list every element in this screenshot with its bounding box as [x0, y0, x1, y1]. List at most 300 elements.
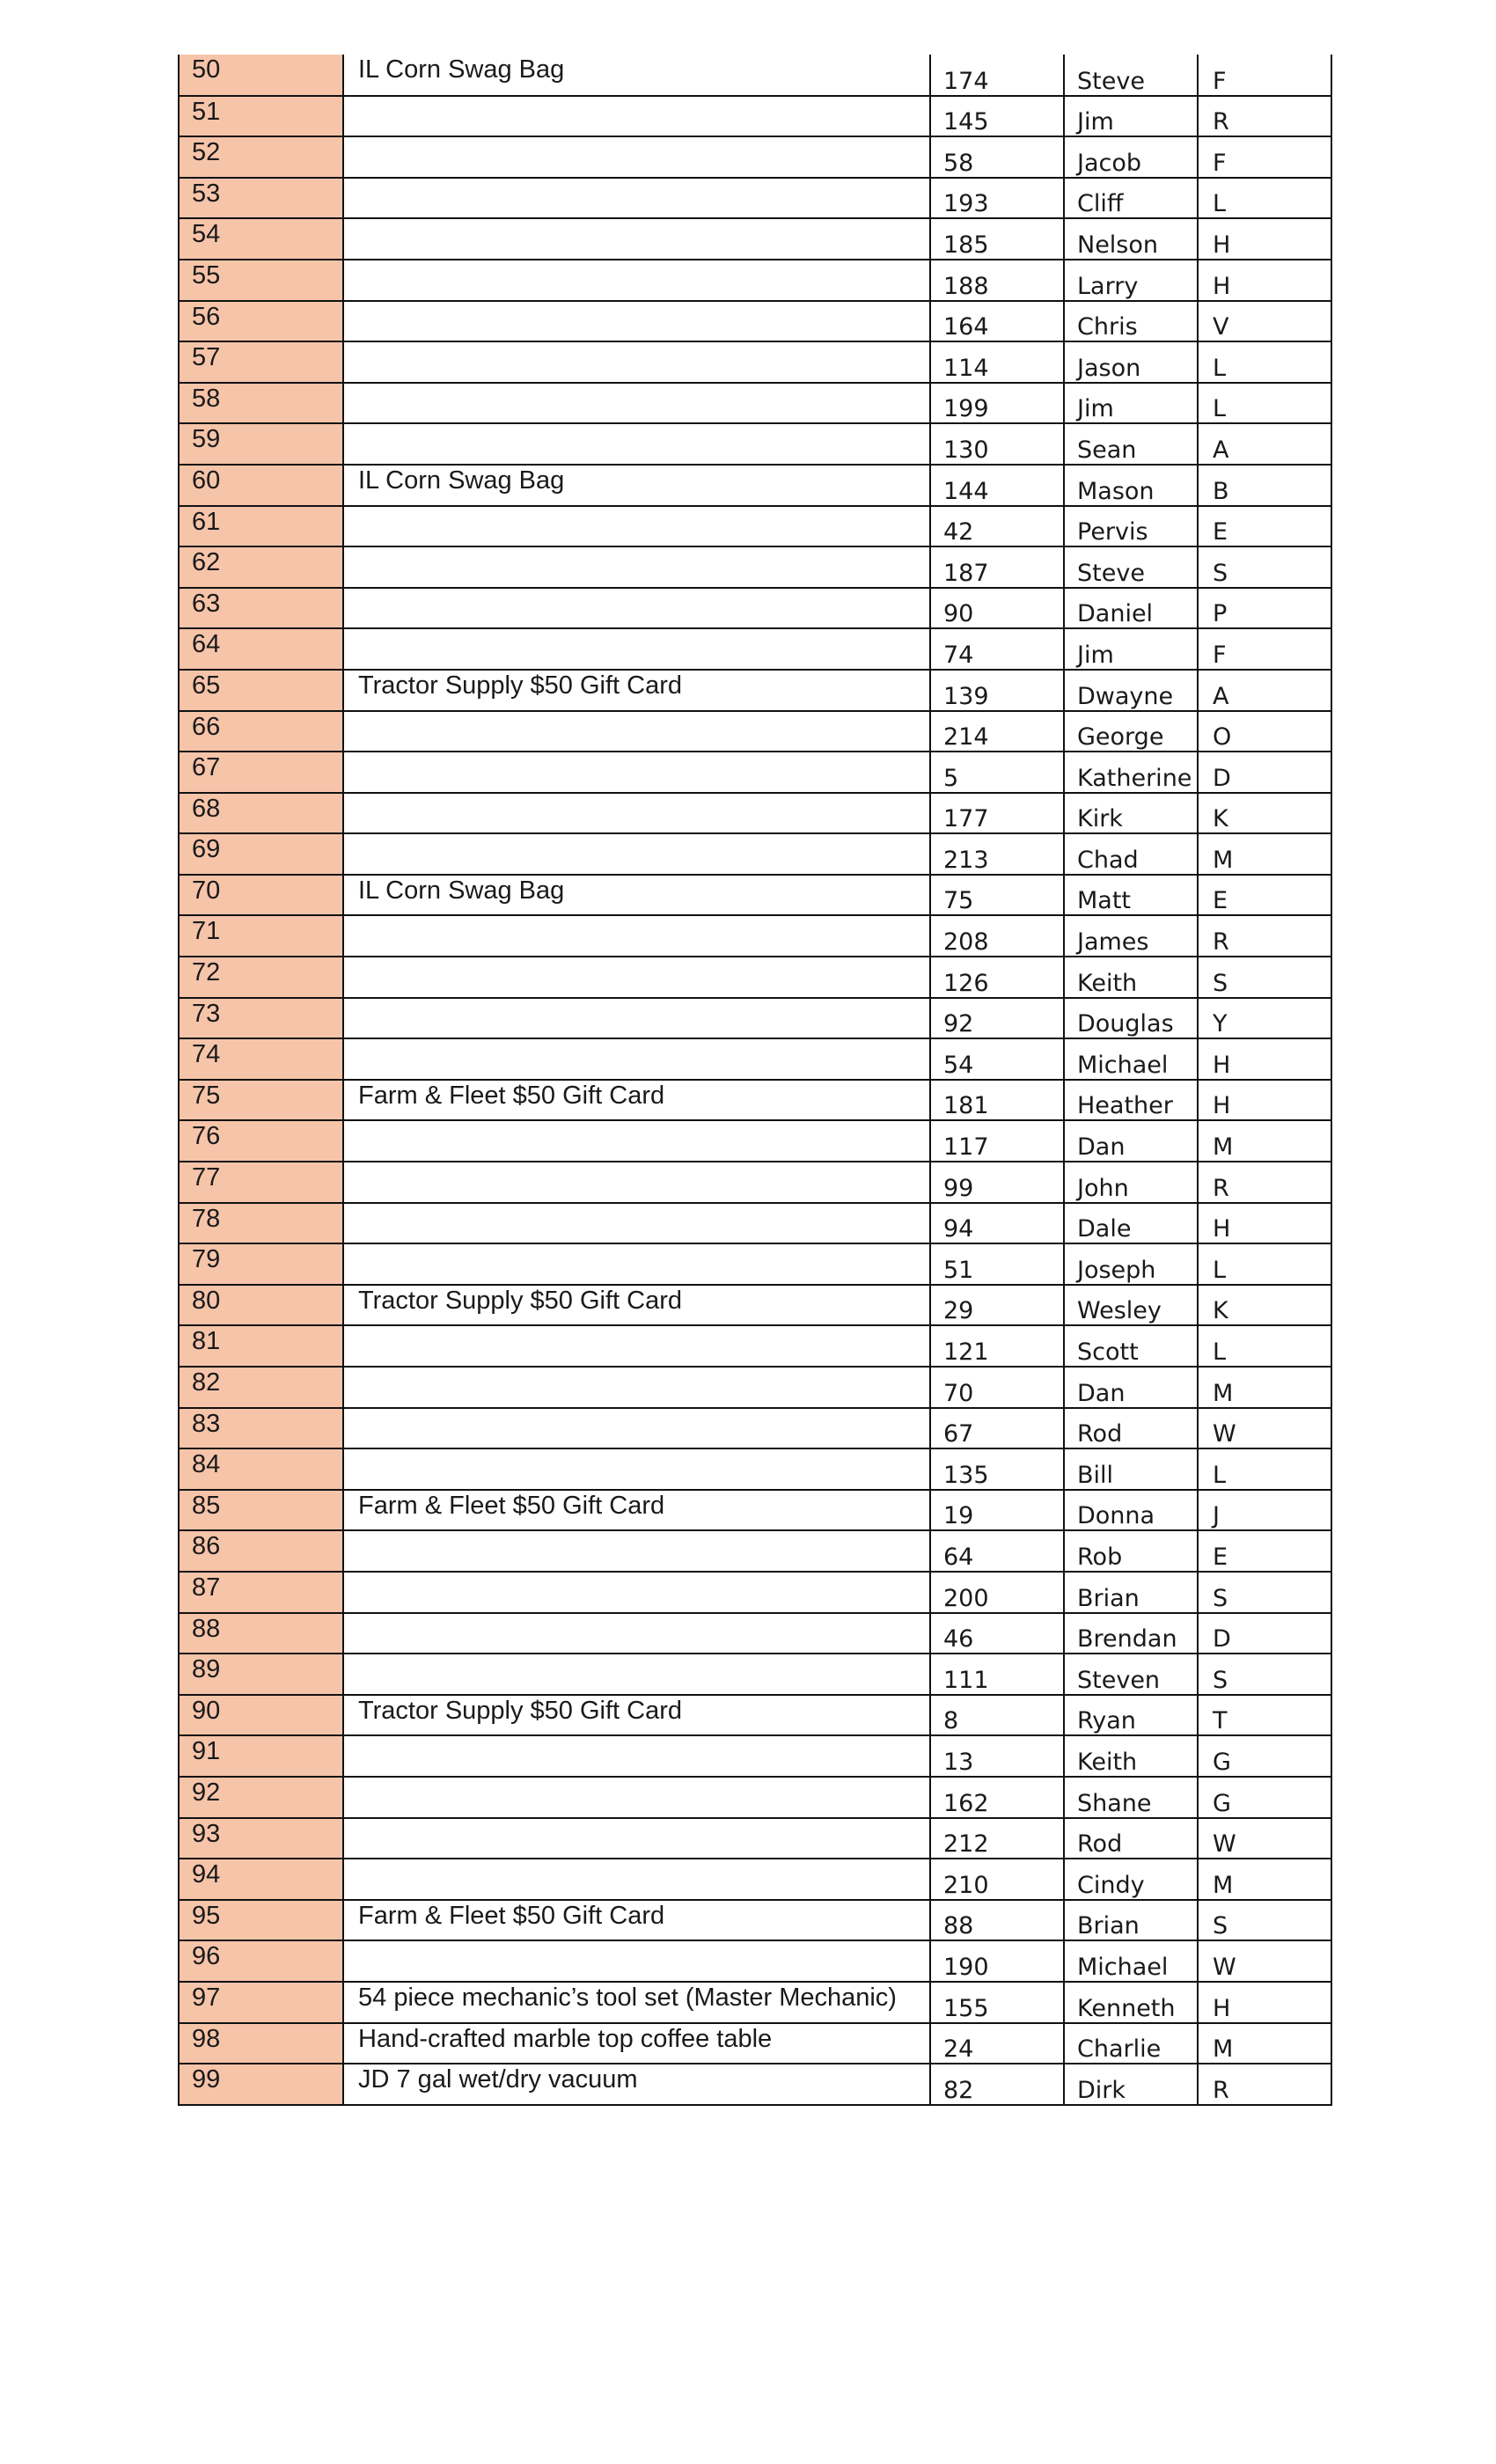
prize-cell [343, 1613, 930, 1654]
drawing-number-cell: 70 [179, 875, 343, 916]
drawing-number-cell: 83 [179, 1408, 343, 1449]
first-name-cell: John [1064, 1162, 1198, 1203]
prize-cell [343, 628, 930, 670]
prize-cell [343, 341, 930, 383]
prize-cell [343, 96, 930, 137]
prize-cell [343, 178, 930, 219]
ticket-number-cell: 193 [930, 178, 1064, 219]
ticket-number-cell: 29 [930, 1285, 1064, 1326]
ticket-number-cell: 162 [930, 1777, 1064, 1818]
table-row [179, 1572, 1331, 1613]
prize-cell [343, 588, 930, 629]
ticket-number-cell: 58 [930, 136, 1064, 178]
first-name-cell: Steven [1064, 1654, 1198, 1695]
drawing-number-cell: 66 [179, 711, 343, 752]
prize-cell: Hand-crafted marble top coffee table [343, 2023, 930, 2064]
table-row [179, 301, 1331, 342]
last-initial-cell: M [1198, 1367, 1331, 1408]
drawing-number-cell: 90 [179, 1695, 343, 1736]
table-row [179, 1080, 1331, 1121]
drawing-number-cell: 81 [179, 1325, 343, 1367]
first-name-cell: Brendan [1064, 1613, 1198, 1654]
ticket-number-cell: 5 [930, 752, 1064, 793]
ticket-number-cell: 92 [930, 998, 1064, 1039]
drawing-number-cell: 98 [179, 2023, 343, 2064]
prize-cell: Tractor Supply $50 Gift Card [343, 1695, 930, 1736]
first-name-cell: Jim [1064, 383, 1198, 424]
drawing-number-cell: 64 [179, 628, 343, 670]
table-row [179, 1613, 1331, 1654]
ticket-number-cell: 51 [930, 1243, 1064, 1285]
ticket-number-cell: 200 [930, 1572, 1064, 1613]
last-initial-cell: R [1198, 96, 1331, 137]
first-name-cell: Jim [1064, 96, 1198, 137]
drawing-number-cell: 84 [179, 1448, 343, 1490]
drawing-number-cell: 62 [179, 546, 343, 588]
first-name-cell: Dirk [1064, 2064, 1198, 2105]
table-row [179, 1695, 1331, 1736]
ticket-number-cell: 164 [930, 301, 1064, 342]
first-name-cell: Wesley [1064, 1285, 1198, 1326]
first-name-cell: Jason [1064, 341, 1198, 383]
prize-cell: IL Corn Swag Bag [343, 55, 930, 96]
last-initial-cell: S [1198, 546, 1331, 588]
ticket-number-cell: 187 [930, 546, 1064, 588]
table-row [179, 1448, 1331, 1490]
ticket-number-cell: 117 [930, 1120, 1064, 1162]
table-row [179, 915, 1331, 957]
prize-cell [343, 752, 930, 793]
first-name-cell: Kirk [1064, 793, 1198, 834]
ticket-number-cell: 90 [930, 588, 1064, 629]
prize-cell [343, 1735, 930, 1777]
ticket-number-cell: 126 [930, 957, 1064, 998]
last-initial-cell: W [1198, 1818, 1331, 1859]
prize-cell [343, 998, 930, 1039]
first-name-cell: Cindy [1064, 1859, 1198, 1900]
drawing-number-cell: 77 [179, 1162, 343, 1203]
last-initial-cell: G [1198, 1777, 1331, 1818]
drawing-number-cell: 76 [179, 1120, 343, 1162]
first-name-cell: Mason [1064, 465, 1198, 506]
ticket-number-cell: 177 [930, 793, 1064, 834]
table-row [179, 218, 1331, 260]
first-name-cell: Pervis [1064, 506, 1198, 547]
ticket-number-cell: 181 [930, 1080, 1064, 1121]
last-initial-cell: L [1198, 178, 1331, 219]
prize-cell: Tractor Supply $50 Gift Card [343, 1285, 930, 1326]
table-row [179, 1408, 1331, 1449]
last-initial-cell: S [1198, 1900, 1331, 1941]
ticket-number-cell: 46 [930, 1613, 1064, 1654]
ticket-number-cell: 114 [930, 341, 1064, 383]
last-initial-cell: B [1198, 465, 1331, 506]
last-initial-cell: H [1198, 1203, 1331, 1244]
ticket-number-cell: 111 [930, 1654, 1064, 1695]
last-initial-cell: R [1198, 915, 1331, 957]
prize-winners-table [178, 55, 1332, 2106]
prize-cell [343, 915, 930, 957]
drawing-number-cell: 55 [179, 260, 343, 301]
first-name-cell: Kenneth [1064, 1982, 1198, 2023]
ticket-number-cell: 214 [930, 711, 1064, 752]
last-initial-cell: S [1198, 957, 1331, 998]
table-row [179, 383, 1331, 424]
prize-cell [343, 546, 930, 588]
table-row [179, 588, 1331, 629]
table-row [179, 711, 1331, 752]
ticket-number-cell: 144 [930, 465, 1064, 506]
table-row [179, 1120, 1331, 1162]
last-initial-cell: M [1198, 833, 1331, 875]
first-name-cell: Charlie [1064, 2023, 1198, 2064]
first-name-cell: Douglas [1064, 998, 1198, 1039]
ticket-number-cell: 188 [930, 260, 1064, 301]
first-name-cell: Dwayne [1064, 670, 1198, 711]
last-initial-cell: H [1198, 218, 1331, 260]
last-initial-cell: H [1198, 1080, 1331, 1121]
table-row [179, 1654, 1331, 1695]
drawing-number-cell: 72 [179, 957, 343, 998]
last-initial-cell: R [1198, 1162, 1331, 1203]
drawing-number-cell: 61 [179, 506, 343, 547]
first-name-cell: Sean [1064, 423, 1198, 465]
first-name-cell: Jacob [1064, 136, 1198, 178]
first-name-cell: Keith [1064, 957, 1198, 998]
table-row [179, 465, 1331, 506]
drawing-number-cell: 93 [179, 1818, 343, 1859]
prize-cell [343, 423, 930, 465]
ticket-number-cell: 121 [930, 1325, 1064, 1367]
prize-cell [343, 1120, 930, 1162]
ticket-number-cell: 210 [930, 1859, 1064, 1900]
prize-cell: Farm & Fleet $50 Gift Card [343, 1900, 930, 1941]
drawing-number-cell: 52 [179, 136, 343, 178]
table-row [179, 1203, 1331, 1244]
first-name-cell: Dan [1064, 1120, 1198, 1162]
last-initial-cell: R [1198, 2064, 1331, 2105]
prize-cell: 54 piece mechanic’s tool set (Master Mechanic) [343, 1982, 930, 2023]
first-name-cell: Scott [1064, 1325, 1198, 1367]
drawing-number-cell: 95 [179, 1900, 343, 1941]
last-initial-cell: L [1198, 1325, 1331, 1367]
prize-cell [343, 1859, 930, 1900]
last-initial-cell: M [1198, 2023, 1331, 2064]
first-name-cell: Dan [1064, 1367, 1198, 1408]
first-name-cell: Rod [1064, 1818, 1198, 1859]
last-initial-cell: E [1198, 506, 1331, 547]
ticket-number-cell: 19 [930, 1490, 1064, 1531]
first-name-cell: Donna [1064, 1490, 1198, 1531]
table-row [179, 1325, 1331, 1367]
drawing-number-cell: 85 [179, 1490, 343, 1531]
last-initial-cell: S [1198, 1654, 1331, 1695]
drawing-number-cell: 67 [179, 752, 343, 793]
drawing-number-cell: 97 [179, 1982, 343, 2023]
table-row [179, 1818, 1331, 1859]
last-initial-cell: K [1198, 1285, 1331, 1326]
prize-cell [343, 383, 930, 424]
prize-cell [343, 1038, 930, 1080]
first-name-cell: Michael [1064, 1038, 1198, 1080]
table-row [179, 1243, 1331, 1285]
table-row [179, 2064, 1331, 2105]
prize-cell [343, 1530, 930, 1572]
prize-cell [343, 1367, 930, 1408]
prize-winners-table-body [179, 55, 1331, 2105]
first-name-cell: Cliff [1064, 178, 1198, 219]
prize-cell [343, 1572, 930, 1613]
last-initial-cell: Y [1198, 998, 1331, 1039]
drawing-number-cell: 58 [179, 383, 343, 424]
prize-cell [343, 1162, 930, 1203]
drawing-number-cell: 78 [179, 1203, 343, 1244]
first-name-cell: Steve [1064, 546, 1198, 588]
first-name-cell: Joseph [1064, 1243, 1198, 1285]
table-row [179, 55, 1331, 96]
drawing-number-cell: 69 [179, 833, 343, 875]
last-initial-cell: E [1198, 875, 1331, 916]
first-name-cell: Ryan [1064, 1695, 1198, 1736]
table-row [179, 341, 1331, 383]
ticket-number-cell: 155 [930, 1982, 1064, 2023]
last-initial-cell: F [1198, 55, 1331, 96]
last-initial-cell: M [1198, 1120, 1331, 1162]
table-row [179, 178, 1331, 219]
prize-cell [343, 260, 930, 301]
prize-cell [343, 1777, 930, 1818]
first-name-cell: Rod [1064, 1408, 1198, 1449]
prize-cell [343, 1203, 930, 1244]
last-initial-cell: E [1198, 1530, 1331, 1572]
drawing-number-cell: 63 [179, 588, 343, 629]
prize-cell [343, 506, 930, 547]
table-row [179, 1859, 1331, 1900]
table-row [179, 136, 1331, 178]
last-initial-cell: L [1198, 383, 1331, 424]
drawing-number-cell: 82 [179, 1367, 343, 1408]
drawing-number-cell: 73 [179, 998, 343, 1039]
table-row [179, 957, 1331, 998]
ticket-number-cell: 99 [930, 1162, 1064, 1203]
table-row [179, 793, 1331, 834]
first-name-cell: Keith [1064, 1735, 1198, 1777]
ticket-number-cell: 213 [930, 833, 1064, 875]
ticket-number-cell: 139 [930, 670, 1064, 711]
table-row [179, 96, 1331, 137]
ticket-number-cell: 64 [930, 1530, 1064, 1572]
ticket-number-cell: 74 [930, 628, 1064, 670]
last-initial-cell: W [1198, 1940, 1331, 1982]
drawing-number-cell: 91 [179, 1735, 343, 1777]
drawing-number-cell: 50 [179, 55, 343, 96]
table-row [179, 423, 1331, 465]
last-initial-cell: F [1198, 136, 1331, 178]
last-initial-cell: H [1198, 1038, 1331, 1080]
prize-cell [343, 218, 930, 260]
ticket-number-cell: 185 [930, 218, 1064, 260]
table-row [179, 1900, 1331, 1941]
first-name-cell: Daniel [1064, 588, 1198, 629]
ticket-number-cell: 145 [930, 96, 1064, 137]
prize-cell [343, 1818, 930, 1859]
ticket-number-cell: 88 [930, 1900, 1064, 1941]
last-initial-cell: O [1198, 711, 1331, 752]
table-row [179, 1162, 1331, 1203]
ticket-number-cell: 190 [930, 1940, 1064, 1982]
table-row [179, 1735, 1331, 1777]
first-name-cell: Nelson [1064, 218, 1198, 260]
drawing-number-cell: 74 [179, 1038, 343, 1080]
last-initial-cell: W [1198, 1408, 1331, 1449]
prize-cell: IL Corn Swag Bag [343, 465, 930, 506]
ticket-number-cell: 208 [930, 915, 1064, 957]
first-name-cell: Dale [1064, 1203, 1198, 1244]
prize-cell: Farm & Fleet $50 Gift Card [343, 1490, 930, 1531]
first-name-cell: Jim [1064, 628, 1198, 670]
last-initial-cell: K [1198, 793, 1331, 834]
last-initial-cell: A [1198, 670, 1331, 711]
drawing-number-cell: 53 [179, 178, 343, 219]
first-name-cell: James [1064, 915, 1198, 957]
drawing-number-cell: 59 [179, 423, 343, 465]
last-initial-cell: L [1198, 341, 1331, 383]
table-row [179, 546, 1331, 588]
table-row [179, 998, 1331, 1039]
ticket-number-cell: 82 [930, 2064, 1064, 2105]
drawing-number-cell: 87 [179, 1572, 343, 1613]
table-row [179, 1038, 1331, 1080]
first-name-cell: Shane [1064, 1777, 1198, 1818]
table-row [179, 1285, 1331, 1326]
ticket-number-cell: 70 [930, 1367, 1064, 1408]
drawing-number-cell: 71 [179, 915, 343, 957]
last-initial-cell: M [1198, 1859, 1331, 1900]
last-initial-cell: L [1198, 1243, 1331, 1285]
prize-cell: Tractor Supply $50 Gift Card [343, 670, 930, 711]
last-initial-cell: S [1198, 1572, 1331, 1613]
last-initial-cell: P [1198, 588, 1331, 629]
last-initial-cell: G [1198, 1735, 1331, 1777]
drawing-number-cell: 92 [179, 1777, 343, 1818]
drawing-number-cell: 56 [179, 301, 343, 342]
table-row [179, 833, 1331, 875]
first-name-cell: Michael [1064, 1940, 1198, 1982]
drawing-number-cell: 80 [179, 1285, 343, 1326]
first-name-cell: Rob [1064, 1530, 1198, 1572]
ticket-number-cell: 8 [930, 1695, 1064, 1736]
drawing-number-cell: 60 [179, 465, 343, 506]
last-initial-cell: T [1198, 1695, 1331, 1736]
drawing-number-cell: 68 [179, 793, 343, 834]
prize-cell [343, 793, 930, 834]
table-row [179, 1367, 1331, 1408]
drawing-number-cell: 86 [179, 1530, 343, 1572]
ticket-number-cell: 94 [930, 1203, 1064, 1244]
first-name-cell: Chad [1064, 833, 1198, 875]
table-row [179, 1940, 1331, 1982]
table-row [179, 1490, 1331, 1531]
prize-cell [343, 1940, 930, 1982]
table-row [179, 2023, 1331, 2064]
last-initial-cell: D [1198, 752, 1331, 793]
ticket-number-cell: 174 [930, 55, 1064, 96]
prize-cell [343, 1325, 930, 1367]
prize-cell [343, 1408, 930, 1449]
prize-cell: IL Corn Swag Bag [343, 875, 930, 916]
drawing-number-cell: 54 [179, 218, 343, 260]
ticket-number-cell: 212 [930, 1818, 1064, 1859]
drawing-number-cell: 79 [179, 1243, 343, 1285]
prize-cell [343, 833, 930, 875]
prize-cell: Farm & Fleet $50 Gift Card [343, 1080, 930, 1121]
ticket-number-cell: 24 [930, 2023, 1064, 2064]
ticket-number-cell: 75 [930, 875, 1064, 916]
prize-cell [343, 711, 930, 752]
ticket-number-cell: 135 [930, 1448, 1064, 1490]
drawing-number-cell: 57 [179, 341, 343, 383]
first-name-cell: Matt [1064, 875, 1198, 916]
prize-cell: JD 7 gal wet/dry vacuum [343, 2064, 930, 2105]
last-initial-cell: D [1198, 1613, 1331, 1654]
table-row [179, 752, 1331, 793]
last-initial-cell: A [1198, 423, 1331, 465]
ticket-number-cell: 13 [930, 1735, 1064, 1777]
drawing-number-cell: 99 [179, 2064, 343, 2105]
drawing-number-cell: 96 [179, 1940, 343, 1982]
first-name-cell: George [1064, 711, 1198, 752]
prize-cell [343, 1448, 930, 1490]
first-name-cell: Heather [1064, 1080, 1198, 1121]
prize-cell [343, 301, 930, 342]
last-initial-cell: V [1198, 301, 1331, 342]
table-row [179, 260, 1331, 301]
table-row [179, 1530, 1331, 1572]
table-row [179, 670, 1331, 711]
table-row [179, 875, 1331, 916]
prize-cell [343, 957, 930, 998]
ticket-number-cell: 67 [930, 1408, 1064, 1449]
table-row [179, 628, 1331, 670]
table-row [179, 1777, 1331, 1818]
first-name-cell: Chris [1064, 301, 1198, 342]
prize-cell [343, 1654, 930, 1695]
first-name-cell: Katherine [1064, 752, 1198, 793]
last-initial-cell: L [1198, 1448, 1331, 1490]
drawing-number-cell: 88 [179, 1613, 343, 1654]
prize-cell [343, 1243, 930, 1285]
last-initial-cell: J [1198, 1490, 1331, 1531]
first-name-cell: Steve [1064, 55, 1198, 96]
prize-cell [343, 136, 930, 178]
first-name-cell: Bill [1064, 1448, 1198, 1490]
drawing-number-cell: 89 [179, 1654, 343, 1695]
drawing-number-cell: 51 [179, 96, 343, 137]
ticket-number-cell: 130 [930, 423, 1064, 465]
last-initial-cell: H [1198, 260, 1331, 301]
first-name-cell: Larry [1064, 260, 1198, 301]
ticket-number-cell: 42 [930, 506, 1064, 547]
drawing-number-cell: 65 [179, 670, 343, 711]
drawing-number-cell: 75 [179, 1080, 343, 1121]
ticket-number-cell: 54 [930, 1038, 1064, 1080]
last-initial-cell: H [1198, 1982, 1331, 2023]
ticket-number-cell: 199 [930, 383, 1064, 424]
table-row [179, 1982, 1331, 2023]
last-initial-cell: F [1198, 628, 1331, 670]
first-name-cell: Brian [1064, 1572, 1198, 1613]
table-row [179, 506, 1331, 547]
